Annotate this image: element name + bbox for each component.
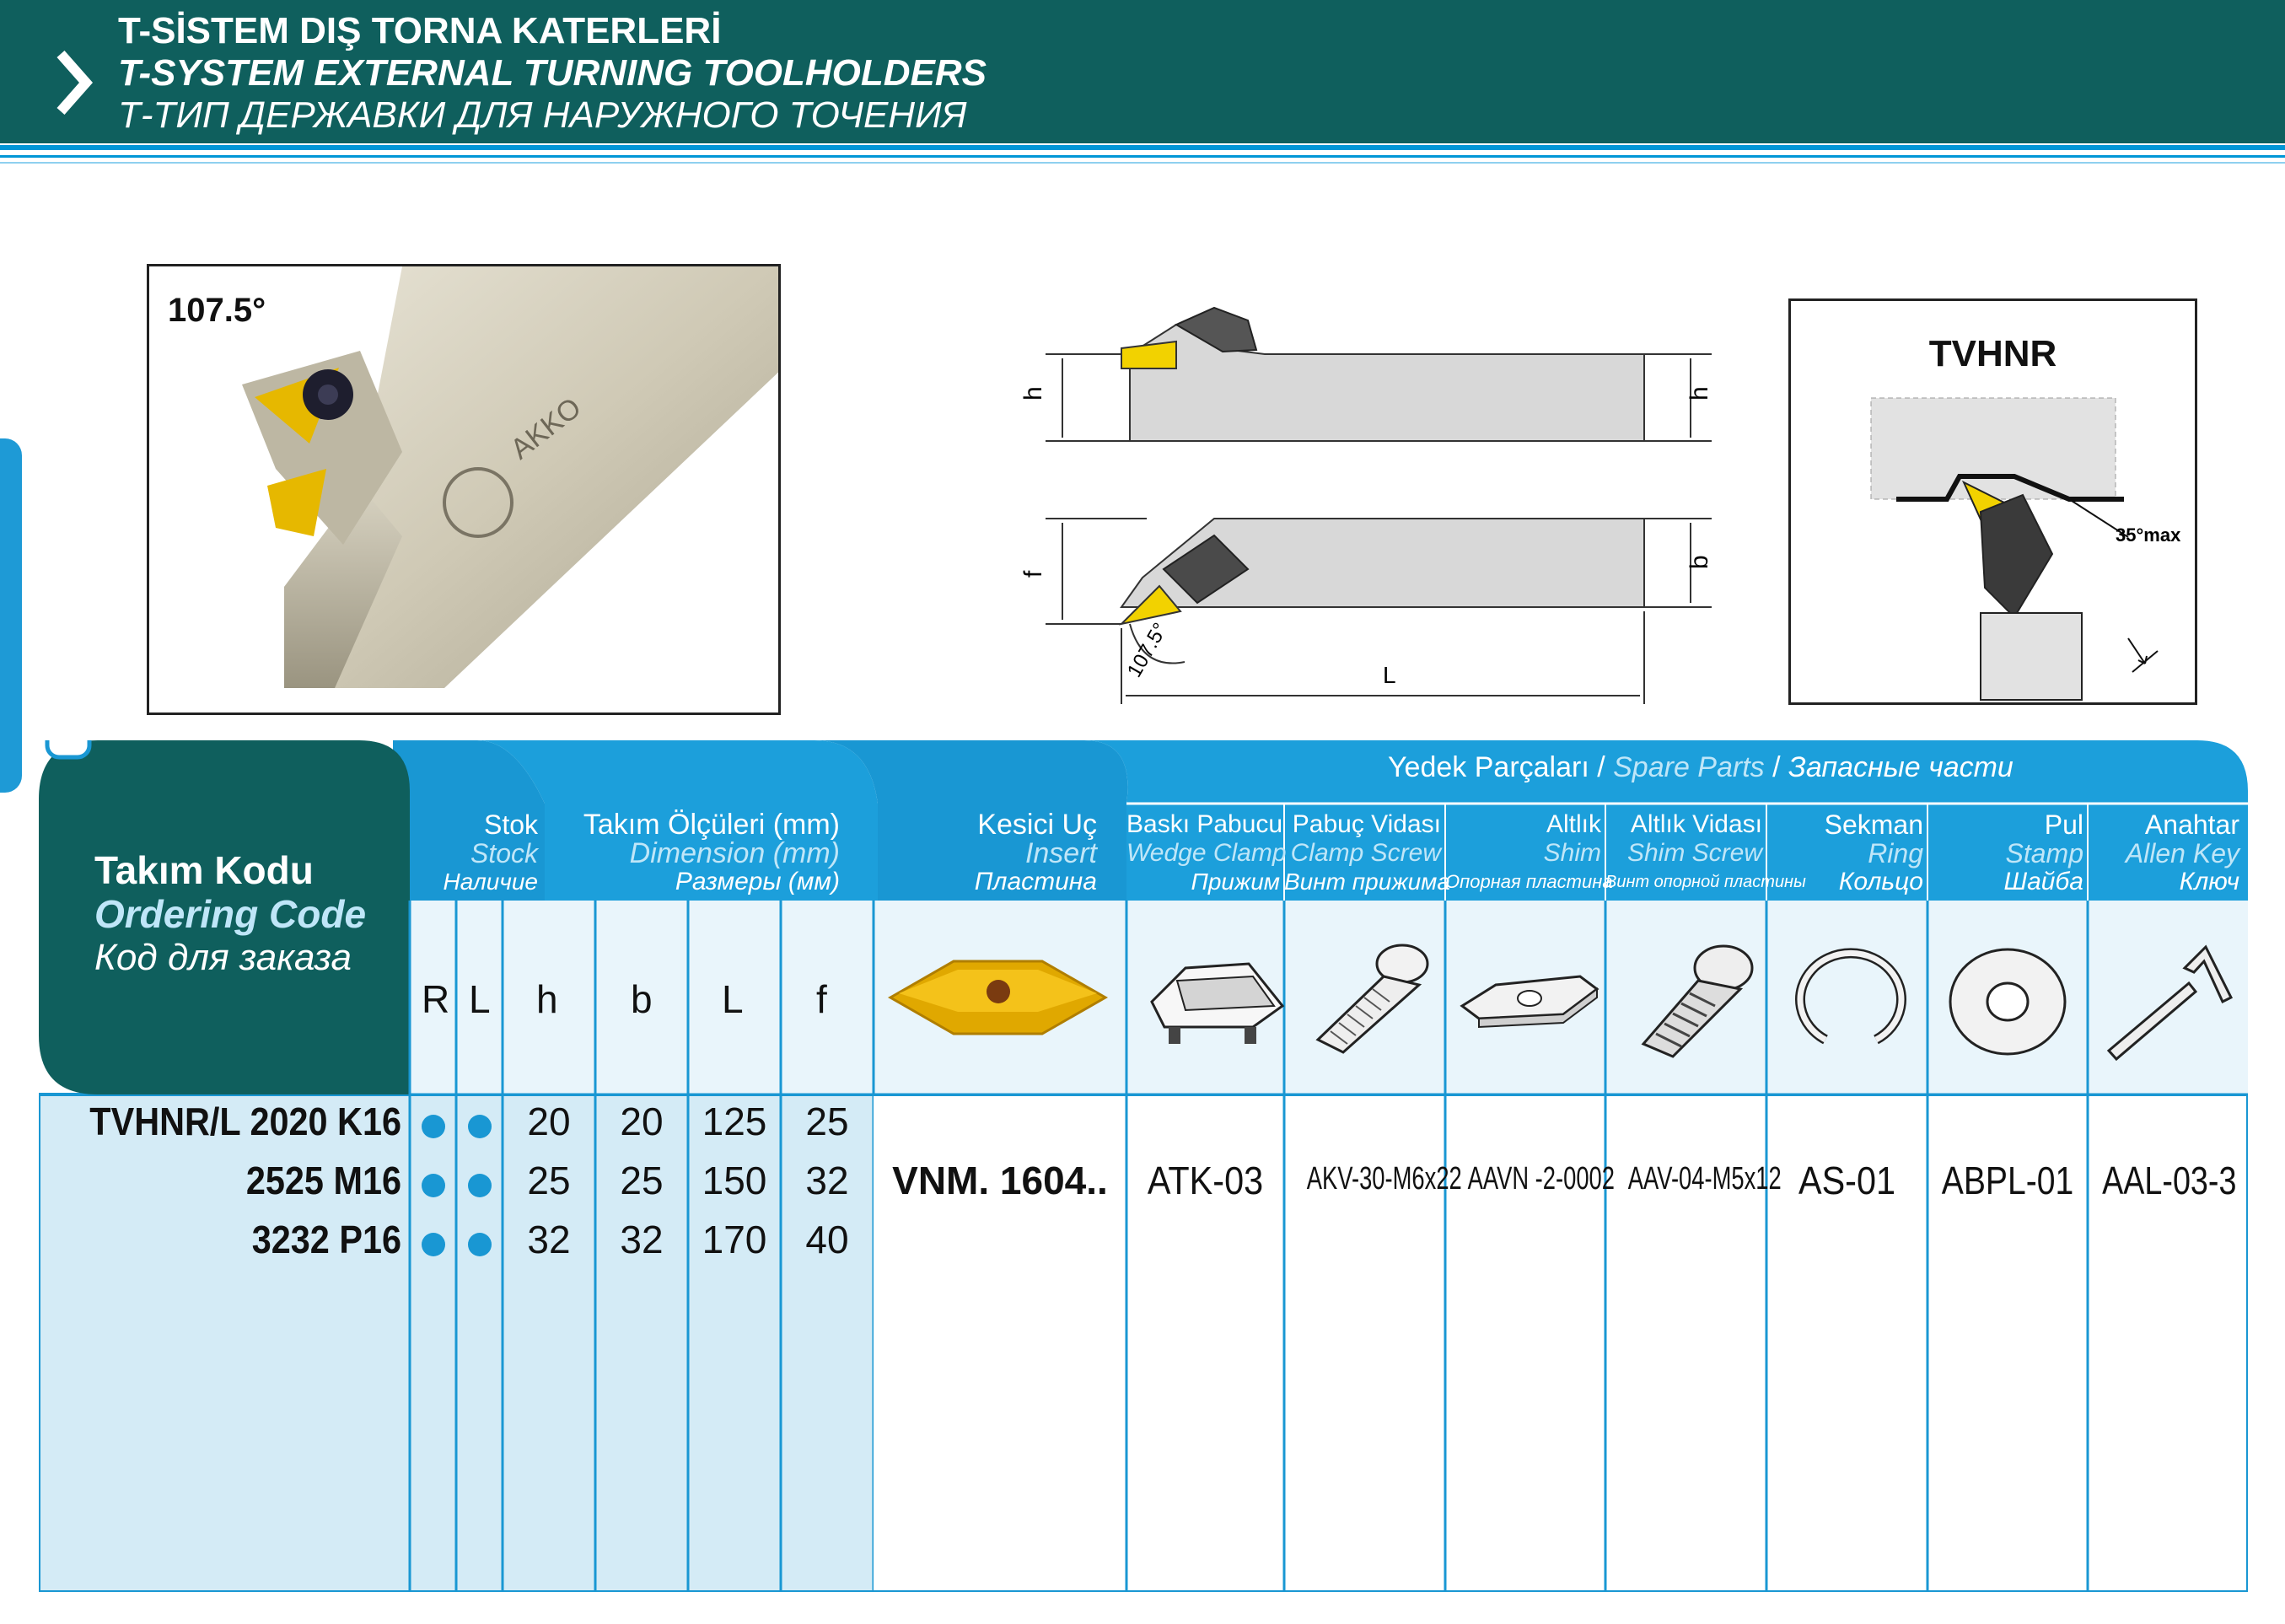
stock-left-dot (468, 1233, 492, 1256)
table-cell-L: 125 (702, 1100, 767, 1143)
part-code-ring: AS-01 (1798, 1159, 1896, 1202)
part-header-tr: Sekman (1824, 809, 1923, 840)
part-header-ru: Шайба (2003, 868, 2083, 895)
part-code-stamp: ABPL-01 (1941, 1159, 2074, 1202)
subheader-L: L (469, 977, 491, 1021)
title-english: T-SYSTEM EXTERNAL TURNING TOOLHOLDERS (118, 52, 987, 94)
allen-key-image (2109, 947, 2231, 1059)
part-header-ru: Прижим (1191, 868, 1280, 895)
part-header-en: Ring (1868, 838, 1923, 868)
stock-right-dot (422, 1174, 445, 1197)
ordering-code-tr: Takım Kodu (94, 848, 314, 892)
table-row-code: 3232 P16 (251, 1218, 401, 1261)
shim-screw-image (1643, 946, 1752, 1057)
insert-code: VNM. 1604.. (892, 1159, 1108, 1202)
part-code-shim-screw: AAV-04-M5x12 (1627, 1161, 1782, 1196)
table-row-code: TVHNR/L 2020 K16 (89, 1100, 401, 1143)
angle-label: 107.5° (168, 292, 266, 329)
insert-en: Insert (1024, 837, 1097, 869)
table-cell-f: 40 (805, 1218, 849, 1261)
stock-right-dot (422, 1115, 445, 1138)
title-turkish: T-SİSTEM DIŞ TORNA KATERLERİ (118, 10, 722, 51)
title-russian: Т-ТИП ДЕРЖАВКИ ДЛЯ НАРУЖНОГО ТОЧЕНИЯ (118, 94, 967, 136)
brand-engraving: AKKO (504, 391, 588, 466)
drawing-angle-label: 107.5° (1122, 619, 1173, 681)
ring-image (1800, 953, 1901, 1040)
dimension-ru: Размеры (мм) (675, 868, 840, 895)
product-photo (147, 264, 781, 715)
part-code-clamp-screw: AKV-30-M6x22 (1306, 1161, 1462, 1196)
stock-right-dot (422, 1233, 445, 1256)
header-divider (0, 145, 2285, 150)
part-header-tr: Pul (2044, 809, 2083, 840)
stock-ru: Наличие (443, 868, 538, 895)
max-angle-label: 35°max (2116, 524, 2181, 546)
table-cell-h: 25 (527, 1159, 571, 1202)
table-cell-b: 25 (620, 1159, 664, 1202)
table-cell-L: 170 (702, 1218, 767, 1261)
table-cell-f: 25 (805, 1100, 849, 1143)
dimension-tr: Takım Ölçüleri (mm) (583, 809, 840, 841)
part-header-tr: Anahtar (2144, 809, 2239, 840)
part-code-shim: AAVN -2-0002 (1467, 1161, 1615, 1196)
part-header-en: Shim Screw (1626, 839, 1762, 867)
product-table (39, 740, 2248, 1592)
table-cell-b: 32 (620, 1218, 664, 1261)
wedge-clamp-image (1152, 964, 1282, 1044)
part-code-allen-key: AAL-03-3 (2102, 1159, 2237, 1202)
technical-drawing (995, 291, 1720, 713)
stamp-washer-image (1950, 949, 2065, 1054)
part-header-tr: Altlık (1546, 810, 1601, 838)
part-header-en: Stamp (2005, 838, 2083, 868)
header-divider (0, 155, 2285, 158)
tvhnr-title: TVHNR (1928, 333, 2057, 374)
tvhnr-diagram-box (1788, 298, 2197, 705)
part-header-ru: Опорная пластина (1445, 871, 1613, 892)
part-header-en: Shim (1543, 839, 1601, 867)
insert-tr: Kesici Uç (977, 809, 1097, 841)
dim-L-label: L (1383, 662, 1396, 688)
stock-en: Stock (470, 838, 538, 868)
part-header-en: Clamp Screw (1290, 839, 1441, 867)
part-header-en: Allen Key (2125, 838, 2239, 868)
part-images (874, 901, 2248, 1094)
insert-image (890, 961, 1105, 1034)
part-header-ru: Винт прижима (1284, 868, 1450, 895)
subheader-f: f (816, 977, 827, 1021)
part-header-en: Wedge Clamp (1126, 839, 1287, 867)
stock-left-dot (468, 1174, 492, 1197)
part-header-ru: Ключ (2179, 868, 2239, 895)
table-row-code: 2525 M16 (245, 1159, 401, 1202)
tvhnr-diagram (1791, 301, 2196, 702)
table-cell-f: 32 (805, 1159, 849, 1202)
chevron-right-icon (56, 49, 93, 116)
part-code-wedge-clamp: ATK-03 (1147, 1159, 1264, 1202)
dim-f-label: f (1019, 570, 1047, 578)
clamp-screw-image (1318, 945, 1427, 1052)
toolholder-photo-illustration (149, 266, 781, 715)
spare-parts-header: Yedek Parçaları / Spare Parts / Запасные части (1388, 751, 2013, 783)
ordering-code-ru: Код для заказа (94, 937, 352, 978)
insert-ru: Пластина (974, 868, 1097, 895)
table-cell-L: 150 (702, 1159, 767, 1202)
subheader-h: h (536, 977, 558, 1021)
part-header-ru: Кольцо (1838, 868, 1923, 895)
dim-b-label: b (1686, 555, 1713, 569)
stock-left-dot (468, 1115, 492, 1138)
dimension-en: Dimension (mm) (629, 837, 840, 869)
part-header-tr: Pabuç Vidası (1292, 810, 1441, 838)
shim-image (1462, 976, 1597, 1027)
subheader-R: R (422, 977, 450, 1021)
part-header-ru: Винт опорной пластины (1605, 873, 1806, 891)
dim-h-label-left: h (1019, 386, 1047, 401)
subheader-L-dim: L (722, 977, 744, 1021)
ordering-code-en: Ordering Code (94, 892, 367, 936)
table-cell-h: 32 (527, 1218, 571, 1261)
stock-tr: Stok (483, 809, 538, 840)
dim-h-label-right: h (1686, 386, 1713, 401)
side-tab (0, 438, 22, 793)
table-cell-b: 20 (620, 1100, 664, 1143)
part-header-tr: Altlık Vidası (1630, 810, 1762, 838)
subheader-b: b (631, 977, 653, 1021)
header-divider (0, 162, 2285, 164)
table-cell-h: 20 (527, 1100, 571, 1143)
part-header-tr: Baskı Pabucu (1126, 810, 1283, 838)
